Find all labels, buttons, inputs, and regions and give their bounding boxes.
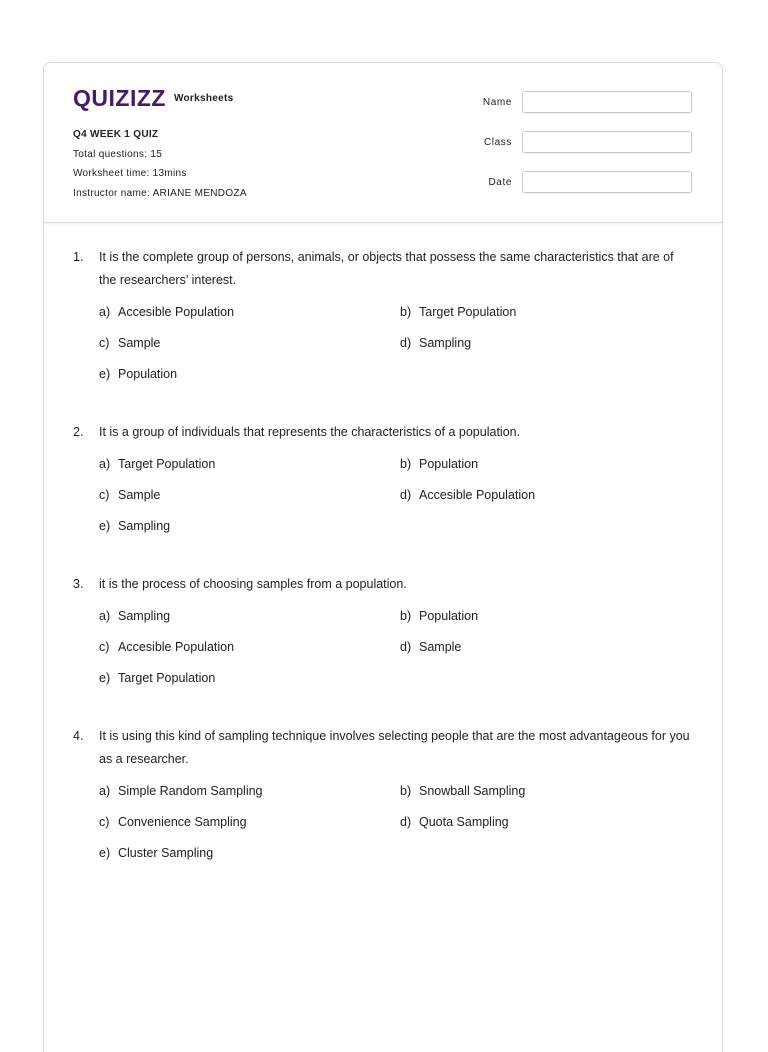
instructor-name: Instructor name: ARIANE MENDOZA: [73, 187, 247, 199]
option-a: [99, 606, 400, 627]
option-text: Target Population: [419, 305, 517, 319]
option-text: Sample: [419, 640, 462, 654]
option-c: [99, 812, 400, 833]
option-text: Sampling: [118, 609, 171, 623]
quizizz-logo: QUIZIZZ: [73, 85, 166, 111]
question-3: [73, 573, 693, 689]
option-list: [99, 606, 693, 689]
quiz-title: Q4 WEEK 1 QUIZ: [73, 129, 159, 140]
option-letter: a): [99, 609, 111, 623]
option-e: [99, 843, 400, 864]
option-c: [99, 637, 400, 658]
option-text: Sampling: [118, 519, 171, 533]
date-field-row: [472, 171, 692, 193]
option-letter: a): [99, 784, 111, 798]
name-label: Name: [482, 96, 512, 108]
date-field[interactable]: [522, 171, 692, 193]
option-letter: c): [99, 640, 110, 654]
option-text: Target Population: [118, 671, 216, 685]
class-field-row: [472, 131, 692, 153]
question-text: It is using this kind of sampling technique involves selecting people that are the most advantageous for you as a researcher.: [99, 729, 690, 766]
option-text: Population: [419, 457, 479, 471]
option-letter: e): [99, 671, 111, 685]
option-d: [400, 485, 701, 506]
worksheet-header: [44, 63, 722, 223]
question-head: [73, 421, 693, 444]
option-letter: e): [99, 519, 111, 533]
option-list: [99, 302, 693, 385]
option-letter: d): [400, 336, 412, 350]
option-letter: d): [400, 815, 412, 829]
option-letter: c): [99, 336, 110, 350]
class-field[interactable]: [522, 131, 692, 153]
option-text: Accesible Population: [419, 488, 536, 502]
option-text: Sample: [118, 336, 161, 350]
option-d: [400, 637, 701, 658]
option-b: [400, 454, 701, 475]
question-text: It is the complete group of persons, animals, or objects that possess the same characteristics that are of the researchers’ interest.: [99, 250, 674, 287]
question-number: 4.: [73, 729, 84, 743]
option-e: [99, 364, 400, 385]
question-number: 3.: [73, 577, 84, 591]
option-d: [400, 812, 701, 833]
option-letter: d): [400, 640, 412, 654]
question-head: [73, 573, 693, 596]
option-letter: e): [99, 367, 111, 381]
question-1: [73, 246, 693, 385]
option-text: Accesible Population: [118, 640, 235, 654]
option-text: Quota Sampling: [419, 815, 509, 829]
logo-subtitle: Worksheets: [173, 93, 234, 104]
option-d: [400, 333, 701, 354]
option-text: Accesible Population: [118, 305, 235, 319]
option-letter: d): [400, 488, 412, 502]
logo-row: [73, 85, 233, 112]
name-field-row: [472, 91, 692, 113]
option-text: Convenience Sampling: [118, 815, 247, 829]
option-e: [99, 516, 400, 537]
question-list: [73, 246, 693, 900]
question-2: [73, 421, 693, 537]
option-text: Snowball Sampling: [419, 784, 526, 798]
option-b: [400, 606, 701, 627]
option-a: [99, 454, 400, 475]
option-letter: c): [99, 488, 110, 502]
quiz-meta: [73, 125, 247, 203]
option-list: [99, 454, 693, 537]
option-text: Cluster Sampling: [118, 846, 214, 860]
question-number: 2.: [73, 425, 84, 439]
option-letter: b): [400, 457, 412, 471]
option-text: Target Population: [118, 457, 216, 471]
question-number: 1.: [73, 250, 84, 264]
option-list: [99, 781, 693, 864]
date-label: Date: [488, 176, 512, 188]
option-letter: a): [99, 305, 111, 319]
option-text: Population: [118, 367, 178, 381]
option-c: [99, 333, 400, 354]
option-a: [99, 781, 400, 802]
class-label: Class: [483, 136, 512, 148]
question-text: It is a group of individuals that represents the characteristics of a population.: [99, 425, 521, 439]
option-letter: b): [400, 609, 412, 623]
option-b: [400, 302, 701, 323]
option-text: Sampling: [419, 336, 472, 350]
option-text: Sample: [118, 488, 161, 502]
option-letter: b): [400, 784, 412, 798]
option-b: [400, 781, 701, 802]
question-text: it is the process of choosing samples from a population.: [99, 577, 407, 591]
name-field[interactable]: [522, 91, 692, 113]
option-letter: c): [99, 815, 110, 829]
option-c: [99, 485, 400, 506]
option-letter: a): [99, 457, 111, 471]
question-head: [73, 725, 693, 771]
worksheet-time: Worksheet time: 13mins: [73, 168, 187, 179]
option-e: [99, 668, 400, 689]
option-text: Population: [419, 609, 479, 623]
option-letter: b): [400, 305, 412, 319]
option-text: Simple Random Sampling: [118, 784, 263, 798]
total-questions: Total questions: 15: [73, 148, 163, 160]
option-a: [99, 302, 400, 323]
option-letter: e): [99, 846, 111, 860]
question-head: [73, 246, 693, 292]
question-4: [73, 725, 693, 864]
